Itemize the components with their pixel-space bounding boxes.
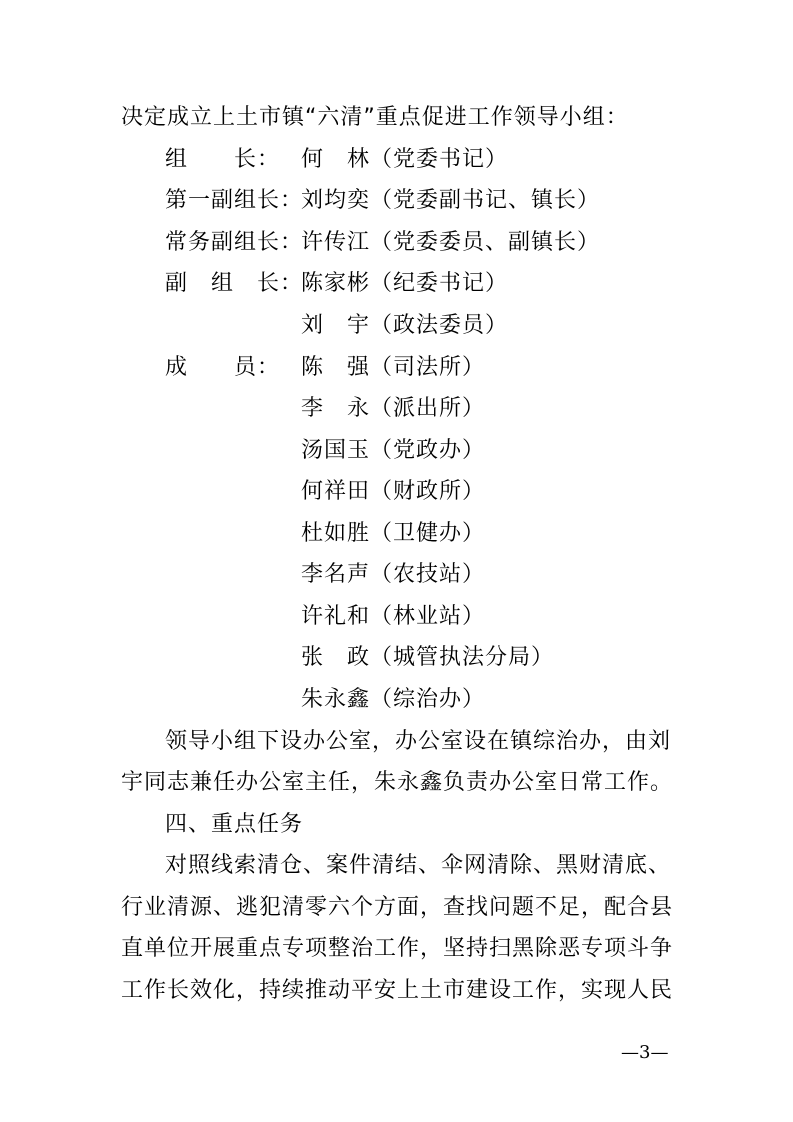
roster-member: 刘均奕（党委副书记、镇长） xyxy=(301,188,601,213)
roster-member: 许传江（党委委员、副镇长） xyxy=(301,230,601,255)
roster-member: 李 永（派出所） xyxy=(301,396,486,421)
paragraph-line: 宇同志兼任办公室主任，朱永鑫负责办公室日常工作。 xyxy=(121,770,674,795)
roster-member: 张 政（城管执法分局） xyxy=(301,645,555,670)
paragraph-line: 工作长效化，持续推动平安上土市建设工作，实现人民 xyxy=(121,978,674,1003)
roster-member: 杜如胜（卫健办） xyxy=(301,521,486,546)
page-number: —3— xyxy=(621,1042,669,1063)
roster-member: 陈家彬（纪委书记） xyxy=(301,271,509,296)
roster-role: 副 组 长： xyxy=(165,271,304,296)
roster-member: 何 林（党委书记） xyxy=(301,147,509,172)
roster-role: 第一副组长： xyxy=(165,188,304,213)
intro-line: 决定成立上土市镇“六清”重点促进工作领导小组： xyxy=(121,105,629,130)
section-heading: 四、重点任务 xyxy=(165,812,304,837)
paragraph-line: 直单位开展重点专项整治工作，坚持扫黑除恶专项斗争 xyxy=(121,936,674,961)
roster-member: 李名声（农技站） xyxy=(301,562,486,587)
roster-member: 朱永鑫（综治办） xyxy=(301,687,486,712)
paragraph-line: 对照线索清仓、案件清结、伞网清除、黑财清底、 xyxy=(165,853,672,878)
roster-role: 成 员： xyxy=(165,355,281,380)
roster-role: 常务副组长： xyxy=(165,230,304,255)
roster-role: 组 长： xyxy=(165,147,281,172)
roster-member: 许礼和（林业站） xyxy=(301,604,486,629)
roster-member: 何祥田（财政所） xyxy=(301,479,486,504)
paragraph-line: 行业清源、逃犯清零六个方面，查找问题不足，配合县 xyxy=(121,895,674,920)
paragraph-line: 领导小组下设办公室，办公室设在镇综治办，由刘 xyxy=(165,729,672,754)
roster-member: 陈 强（司法所） xyxy=(301,355,486,380)
roster-member: 刘 宇（政法委员） xyxy=(301,313,509,338)
roster-member: 汤国玉（党政办） xyxy=(301,438,486,463)
